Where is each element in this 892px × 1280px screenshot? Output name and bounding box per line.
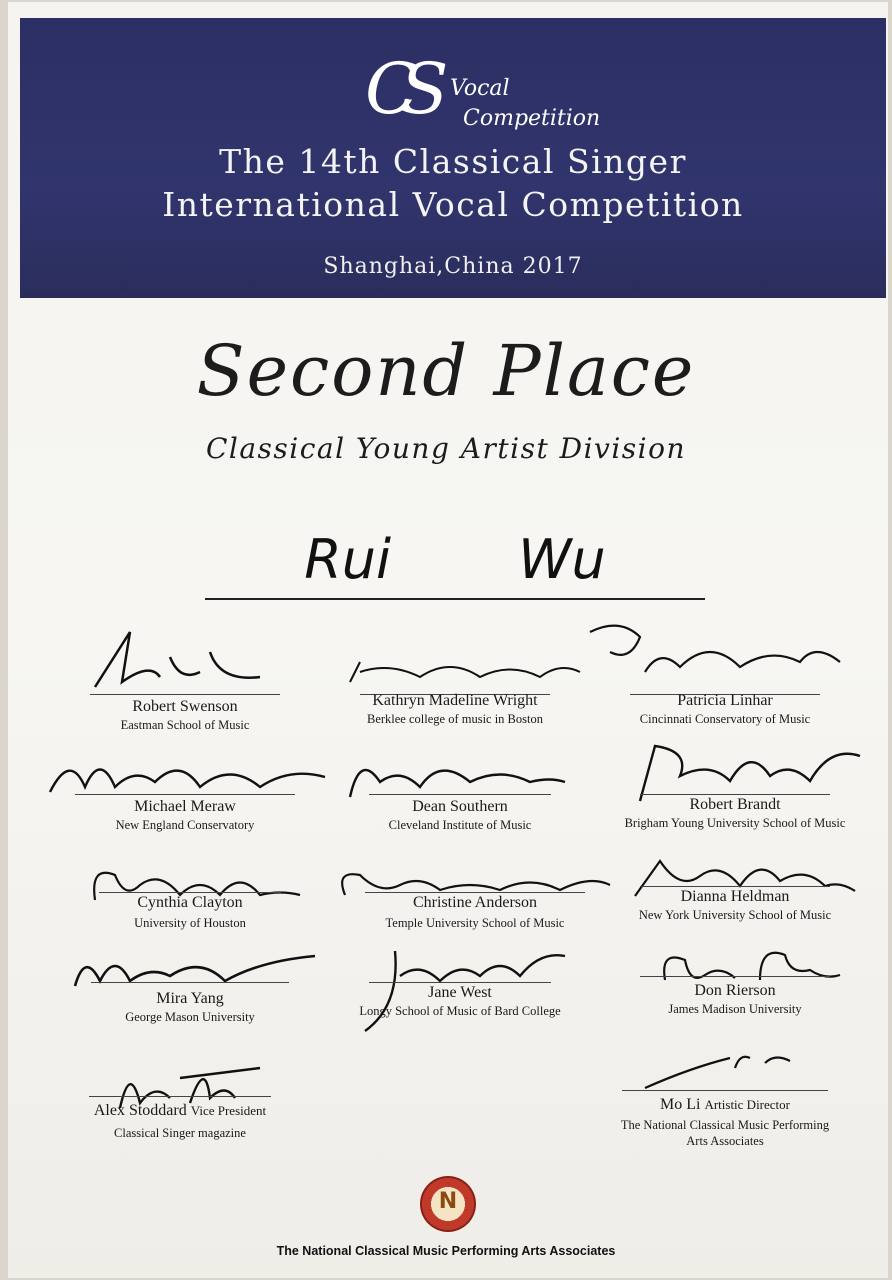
competition-title-line1: The 14th Classical Singer xyxy=(219,142,687,181)
signature-line xyxy=(365,892,585,893)
signatory-affiliation: Brigham Young University School of Music xyxy=(624,816,846,830)
signatory-name: Christine Anderson xyxy=(413,894,537,911)
signature-block xyxy=(40,742,330,842)
signature-block xyxy=(340,742,580,842)
header-banner xyxy=(20,18,886,298)
signature-line xyxy=(99,892,281,893)
signature-block xyxy=(600,622,850,732)
handwritten-signature xyxy=(600,622,850,692)
signatory-name: Michael Meraw xyxy=(134,798,236,815)
logo-monogram: CS xyxy=(365,48,431,130)
signature-line xyxy=(91,982,289,983)
signature-line xyxy=(369,794,551,795)
signatory-name: Robert Brandt xyxy=(689,796,781,813)
signatory-affiliation: Eastman School of Music xyxy=(120,718,250,732)
signature-block xyxy=(330,850,620,940)
competition-logo xyxy=(355,48,615,148)
handwritten-signature xyxy=(330,622,580,692)
signatory-name: Dianna Heldman xyxy=(680,888,790,905)
competition-title-line2: International Vocal Competition xyxy=(162,185,744,224)
signature-block xyxy=(330,622,580,732)
signatory-affiliation: New York University School of Music xyxy=(638,908,832,922)
signatory-affiliation: Cincinnati Conservatory of Music xyxy=(639,712,811,726)
signature-line xyxy=(75,794,295,795)
signatory-affiliation: New England Conservatory xyxy=(115,818,255,832)
signature-line xyxy=(90,694,280,695)
handwritten-signature xyxy=(60,622,310,692)
signature-block xyxy=(340,936,580,1028)
signature-block xyxy=(610,738,860,842)
signatory-affiliation: Classical Singer magazine xyxy=(114,1126,246,1140)
signature-line xyxy=(89,1096,271,1097)
organization-seal xyxy=(420,1176,476,1232)
signatory-name: Kathryn Madeline Wright xyxy=(372,692,538,709)
signature-line xyxy=(622,1090,827,1091)
signature-line xyxy=(369,982,551,983)
signatory-name: Patricia Linhar xyxy=(677,692,773,709)
signatory-name: Mo Li Artistic Director xyxy=(659,1096,790,1113)
recipient-underline xyxy=(205,598,705,600)
logo-text-competition: Competition xyxy=(463,106,601,131)
signature-block xyxy=(610,842,860,934)
signature-line xyxy=(640,886,830,887)
signatory-affiliation: Longy School of Music of Bard College xyxy=(359,1004,561,1018)
footer-organization: The National Classical Music Performing Arts Associates xyxy=(276,1244,616,1258)
signature-block xyxy=(60,936,320,1028)
signatory-affiliation: Cleveland Institute of Music xyxy=(388,818,532,832)
signatory-name: Alex Stoddard Vice President xyxy=(93,1102,267,1119)
signatory-name: Cynthia Clayton xyxy=(137,894,243,911)
signatory-name: Dean Southern xyxy=(412,798,508,815)
signature-block xyxy=(610,930,860,1022)
signatory-affiliation: George Mason University xyxy=(125,1010,255,1024)
award-division: Classical Young Artist Division xyxy=(205,432,687,465)
signatory-name: Mira Yang xyxy=(156,990,224,1007)
logo-text-vocal: Vocal xyxy=(450,76,510,101)
signatory-affiliation: University of Houston xyxy=(134,916,246,930)
signatory-name: Jane West xyxy=(428,984,492,1001)
signatory-affiliation: The National Classical Music Performing xyxy=(620,1118,830,1132)
signatory-affiliation: Temple University School of Music xyxy=(385,916,565,930)
signatory-affiliation-line2: Arts Associates xyxy=(686,1134,764,1148)
seal-letter: N xyxy=(438,1189,458,1214)
signature-block xyxy=(60,1046,300,1142)
award-place: Second Place xyxy=(196,330,696,412)
signature-line xyxy=(640,794,830,795)
signature-block xyxy=(70,850,310,940)
signatory-affiliation: James Madison University xyxy=(668,1002,802,1016)
signature-block xyxy=(590,1036,860,1156)
signatory-name: Don Rierson xyxy=(694,982,776,999)
signatory-name: Robert Swenson xyxy=(132,698,238,715)
recipient-name: Rui Wu xyxy=(304,528,606,591)
signature-line xyxy=(640,976,830,977)
signature-block xyxy=(60,622,310,732)
signatory-affiliation: Berklee college of music in Boston xyxy=(366,712,543,726)
competition-location: Shanghai,China 2017 xyxy=(323,254,583,279)
